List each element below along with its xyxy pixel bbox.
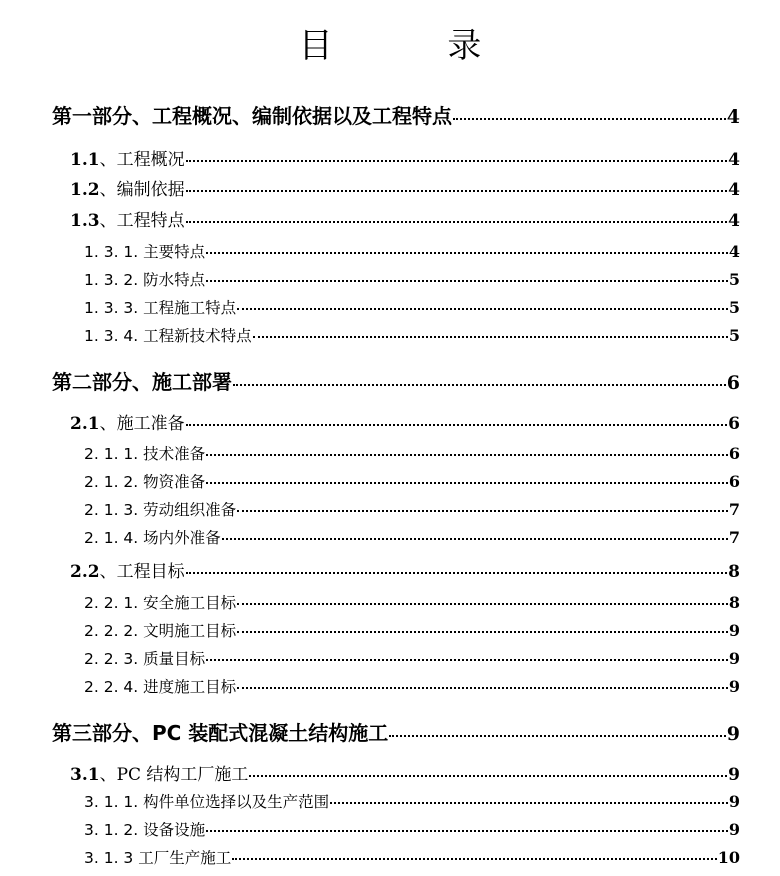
- toc-entry-label: 3. 1. 3 工厂生产施工: [84, 849, 232, 867]
- toc-entry[interactable]: [52, 100, 740, 129]
- toc-entry-number: 2.1: [70, 414, 100, 434]
- toc-entry-label: 2. 1. 1. 技术准备: [84, 445, 206, 463]
- toc-leader-dots: [249, 775, 727, 777]
- toc-entry[interactable]: [70, 175, 740, 200]
- toc-entry-text: 、编制依据: [99, 180, 185, 200]
- toc-entry-label: 3. 1. 1. 构件单位选择以及生产范围: [84, 793, 330, 811]
- toc-leader-dots: [206, 454, 728, 456]
- toc-entry-page-number: 4: [728, 150, 740, 170]
- toc-entry-page-number: 7: [728, 528, 740, 547]
- toc-leader-dots: [206, 280, 728, 282]
- toc-entry-page-number: 9: [728, 677, 740, 696]
- toc-leader-dots: [237, 308, 728, 310]
- toc-entry-page-number: 9: [728, 765, 740, 785]
- toc-entry-text: 、工程特点: [99, 211, 185, 231]
- toc-entry[interactable]: [84, 470, 740, 492]
- toc-entry-text: 、PC 结构工厂施工: [99, 765, 249, 785]
- toc-entry-label: 2. 1. 4. 场内外准备: [84, 529, 221, 547]
- toc-entry[interactable]: [70, 557, 740, 582]
- toc-entry[interactable]: [84, 647, 740, 669]
- toc-entry[interactable]: [84, 296, 740, 318]
- toc-entry[interactable]: [70, 145, 740, 170]
- toc-entry-page-number: 4: [728, 242, 740, 261]
- toc-leader-dots: [237, 603, 728, 605]
- toc-leader-dots: [253, 336, 728, 338]
- toc-leader-dots: [233, 384, 726, 386]
- toc-entry-page-number: 5: [728, 326, 740, 345]
- toc-entry-label: [70, 760, 248, 785]
- toc-entry-label: 1. 3. 1. 主要特点: [84, 243, 206, 261]
- toc-entry[interactable]: [84, 675, 740, 697]
- toc-entry-page-number: 4: [726, 106, 740, 128]
- toc-entry-label: [70, 145, 185, 170]
- toc-entry-page-number: 5: [728, 270, 740, 289]
- toc-entry-page-number: 7: [728, 500, 740, 519]
- toc-entry[interactable]: [84, 790, 740, 812]
- toc-leader-dots: [222, 538, 728, 540]
- toc-entry[interactable]: [84, 442, 740, 464]
- toc-entry[interactable]: [70, 760, 740, 785]
- toc-entry-page-number: 6: [726, 372, 740, 394]
- toc-entry[interactable]: [52, 717, 740, 746]
- toc-entry-page-number: 10: [717, 848, 740, 867]
- toc-leader-dots: [206, 252, 728, 254]
- toc-entry-label: 第一部分、工程概况、编制依据以及工程特点: [52, 104, 452, 128]
- toc-leader-dots: [237, 687, 728, 689]
- toc-entry-page-number: 8: [728, 593, 740, 612]
- toc-entry[interactable]: [84, 818, 740, 840]
- toc-entry[interactable]: [84, 591, 740, 613]
- toc-leader-dots: [186, 190, 728, 192]
- toc-entry-label: 1. 3. 2. 防水特点: [84, 271, 206, 289]
- toc-entry-label: [70, 175, 185, 200]
- toc-entry[interactable]: [70, 206, 740, 231]
- toc-entry[interactable]: [70, 409, 740, 434]
- toc-entry-number: 2.2: [70, 562, 100, 582]
- toc-entry-page-number: 8: [728, 562, 740, 582]
- toc-entry-label: 第二部分、施工部署: [52, 370, 232, 394]
- toc-entry-page-number: 9: [728, 792, 740, 811]
- toc-leader-dots: [186, 221, 728, 223]
- toc-entry-text: 、施工准备: [99, 414, 185, 434]
- toc-leader-dots: [330, 802, 728, 804]
- toc-entry-label: 2. 2. 3. 质量目标: [84, 650, 206, 668]
- toc-entry-text: 、工程目标: [99, 562, 185, 582]
- toc-entry-page-number: 6: [728, 414, 740, 434]
- toc-entry-page-number: 6: [728, 444, 740, 463]
- toc-entry-text: 、工程概况: [99, 150, 185, 170]
- toc-entry-label: 1. 3. 3. 工程施工特点: [84, 299, 237, 317]
- toc-entry-page-number: 6: [728, 472, 740, 491]
- toc-leader-dots: [237, 631, 728, 633]
- toc-leader-dots: [206, 830, 728, 832]
- toc-entry-number: 3.1: [70, 765, 100, 785]
- toc-entry-page-number: 5: [728, 298, 740, 317]
- toc-entry-label: [70, 557, 185, 582]
- toc-entry-page-number: 9: [728, 649, 740, 668]
- toc-leader-dots: [237, 510, 728, 512]
- toc-entry[interactable]: [84, 240, 740, 262]
- toc-entry-number: 1.1: [70, 150, 100, 170]
- toc-entry-page-number: 4: [728, 180, 740, 200]
- toc-entry-label: 2. 2. 4. 进度施工目标: [84, 678, 237, 696]
- toc-entry-number: 1.2: [70, 180, 100, 200]
- toc-entry-label: [70, 409, 185, 434]
- toc-entry[interactable]: [84, 324, 740, 346]
- toc-entry-label: 3. 1. 2. 设备设施: [84, 821, 206, 839]
- toc-entry-number: 1.3: [70, 211, 100, 231]
- toc-entry[interactable]: [84, 526, 740, 548]
- toc-entry-label: 2. 2. 2. 文明施工目标: [84, 622, 237, 640]
- toc-entry[interactable]: [84, 498, 740, 520]
- toc-leader-dots: [453, 118, 726, 120]
- toc-leader-dots: [206, 482, 728, 484]
- toc-leader-dots: [186, 160, 728, 162]
- toc-entry-label: 2. 1. 3. 劳动组织准备: [84, 501, 237, 519]
- toc-title: 目 录: [298, 26, 534, 66]
- toc-leader-dots: [206, 659, 728, 661]
- toc-entry-page-number: 9: [728, 621, 740, 640]
- toc-entry-label: 第三部分、PC 装配式混凝土结构施工: [52, 721, 389, 745]
- toc-entry[interactable]: [84, 268, 740, 290]
- toc-entry-page-number: 9: [726, 723, 740, 745]
- toc-entry-label: 2. 2. 1. 安全施工目标: [84, 594, 237, 612]
- toc-entry-label: 2. 1. 2. 物资准备: [84, 473, 206, 491]
- toc-leader-dots: [232, 858, 717, 860]
- toc-leader-dots: [186, 572, 728, 574]
- toc-entry-label: [70, 206, 185, 231]
- toc-entry-label: 1. 3. 4. 工程新技术特点: [84, 327, 252, 345]
- toc-entry[interactable]: [84, 619, 740, 641]
- toc-entry-page-number: 4: [728, 211, 740, 231]
- toc-entry-page-number: 9: [728, 820, 740, 839]
- toc-entry[interactable]: [52, 366, 740, 395]
- toc-leader-dots: [186, 424, 728, 426]
- toc-leader-dots: [389, 735, 725, 737]
- toc-entry[interactable]: [84, 846, 740, 868]
